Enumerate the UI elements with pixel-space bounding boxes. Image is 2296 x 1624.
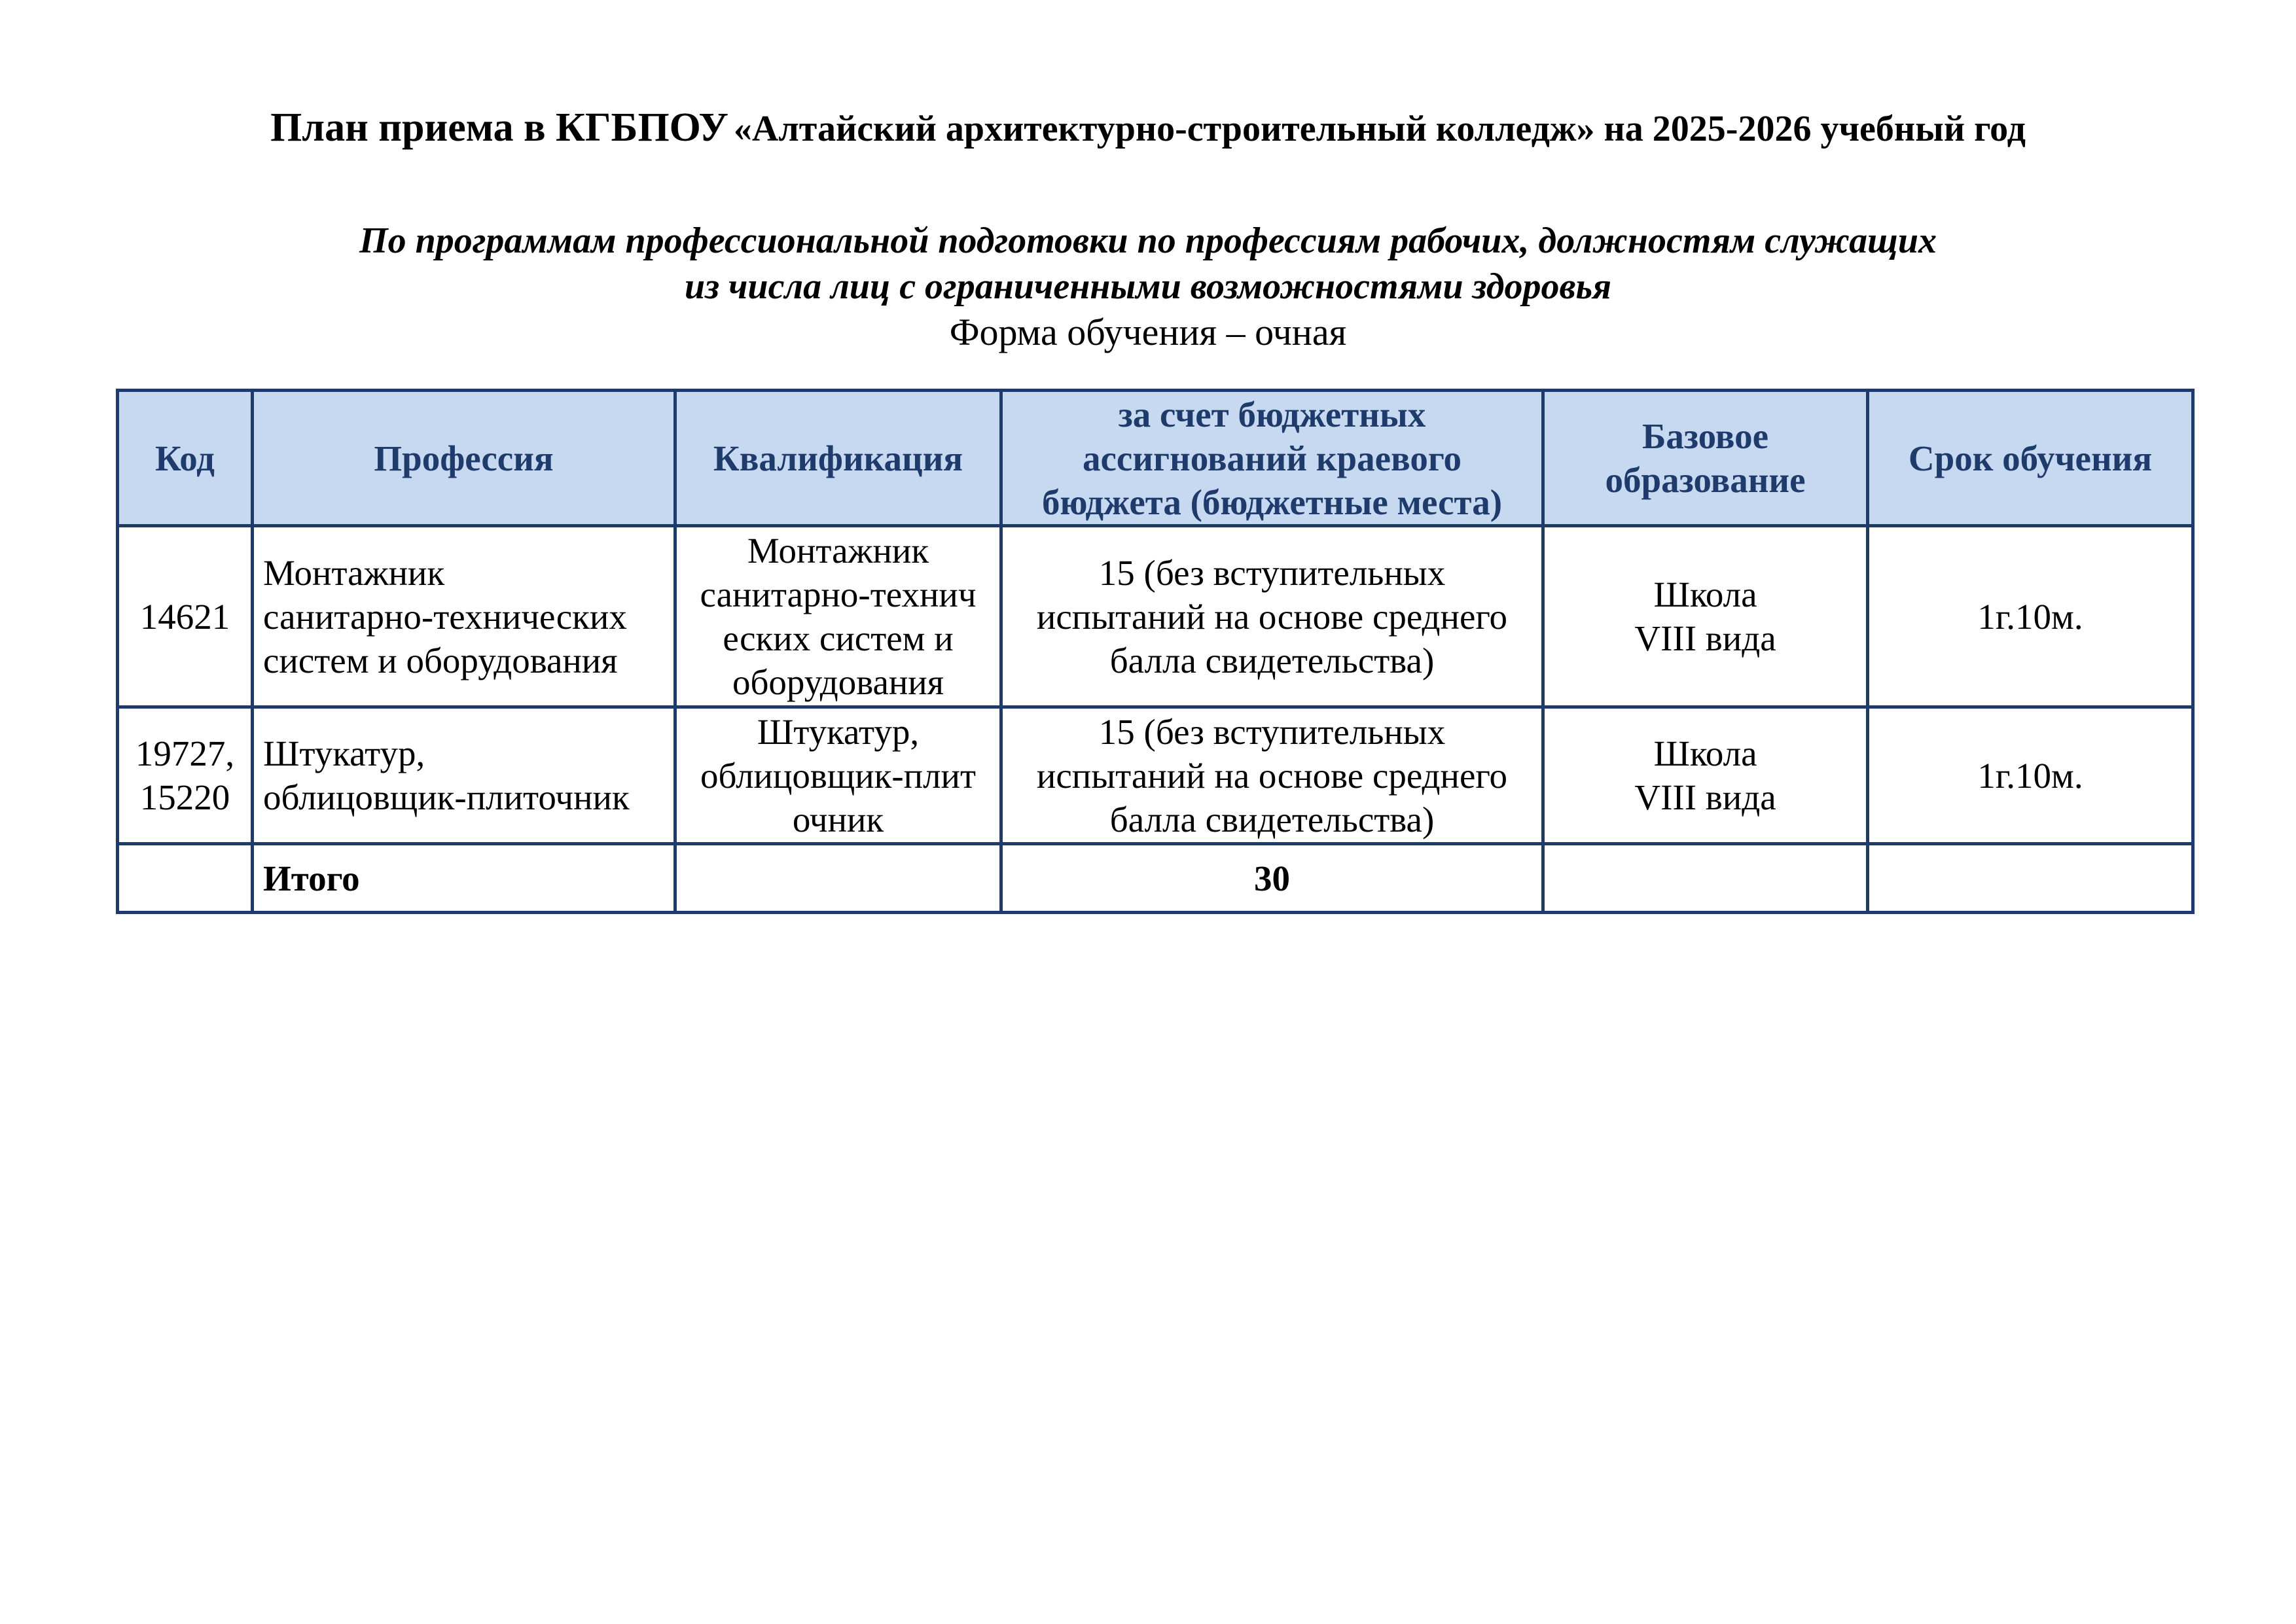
profession-line-1: Штукатур, [263,733,425,773]
budget-line-1: 15 (без вступительных [1098,711,1446,752]
total-cell-qualification [675,844,1001,913]
qualification-line-2: облицовщик-плит [700,755,977,796]
cell-profession [253,526,675,707]
header-base-line-2: образование [1605,460,1806,500]
code-line-2: 15220 [139,777,230,817]
profession-line-2: санитарно-технических [263,596,627,637]
cell-budget [1001,707,1543,844]
total-label: Итого [253,844,675,913]
table-row [118,526,2193,707]
cell-qualification [675,526,1001,707]
budget-line-3: балла свидетельства) [1109,640,1435,680]
header-code: Код [118,391,253,526]
base-line-1: Школа [1653,733,1757,773]
total-cell-term [1868,844,2193,913]
base-line-1: Школа [1653,574,1757,614]
cell-profession [253,707,675,844]
qualification-line-2: санитарно-технич [700,574,977,614]
cell-budget [1001,526,1543,707]
table-row [118,707,2193,844]
qualification-line-4: оборудования [732,662,944,702]
qualification-line-1: Монтажник [747,531,929,571]
total-cell-code [118,844,253,913]
profession-line-3: систем и оборудования [263,640,618,680]
title-main: План приема в КГБПОУ [270,105,728,150]
document-subtitle [0,218,2296,309]
base-line-2: VIII вида [1634,777,1776,817]
table-header-row [118,391,2193,526]
admission-plan-table [116,389,2195,914]
cell-qualification [675,707,1001,844]
profession-line-2: облицовщик-плиточник [263,777,630,817]
budget-line-2: испытаний на основе среднего [1036,755,1508,796]
cell-base-education [1543,707,1868,844]
budget-line-3: балла свидетельства) [1109,799,1435,839]
subtitle-line-2: из числа лиц с ограниченными возможностями здоровья [685,266,1611,307]
total-cell-base [1543,844,1868,913]
header-term: Срок обучения [1868,391,2193,526]
header-budget-line-3: бюджета (бюджетные места) [1041,482,1503,522]
study-form-line: Форма обучения – очная [949,311,1347,353]
cell-code [118,526,253,707]
budget-line-1: 15 (без вступительных [1098,552,1446,593]
qualification-line-3: очник [792,799,884,839]
header-qualification: Квалификация [675,391,1001,526]
subtitle-line-1: По программам профессиональной подготовки по профессиям рабочих, должностям служащих [359,221,1937,261]
header-budget-line-1: за счет бюджетных [1118,394,1426,434]
code-line-1: 19727, [135,733,235,773]
profession-line-1: Монтажник [263,552,445,593]
header-base-education [1543,391,1868,526]
budget-line-2: испытаний на основе среднего [1036,596,1508,637]
qualification-line-1: Штукатур, [757,711,920,752]
header-profession: Профессия [253,391,675,526]
title-rest: «Алтайский архитектурно-строительный колледж» на 2025-2026 учебный год [733,109,2026,149]
code-line-1: 14621 [139,596,230,637]
table-total-row [118,844,2193,913]
cell-base-education [1543,526,1868,707]
cell-term: 1г.10м. [1868,707,2193,844]
qualification-line-3: еских систем и [723,618,954,658]
header-budget [1001,391,1543,526]
header-base-line-1: Базовое [1641,416,1768,456]
base-line-2: VIII вида [1634,618,1776,658]
document-title [0,98,2296,163]
cell-code [118,707,253,844]
cell-term: 1г.10м. [1868,526,2193,707]
total-budget-value: 30 [1001,844,1543,913]
header-budget-line-2: ассигнований краевого [1083,438,1462,478]
